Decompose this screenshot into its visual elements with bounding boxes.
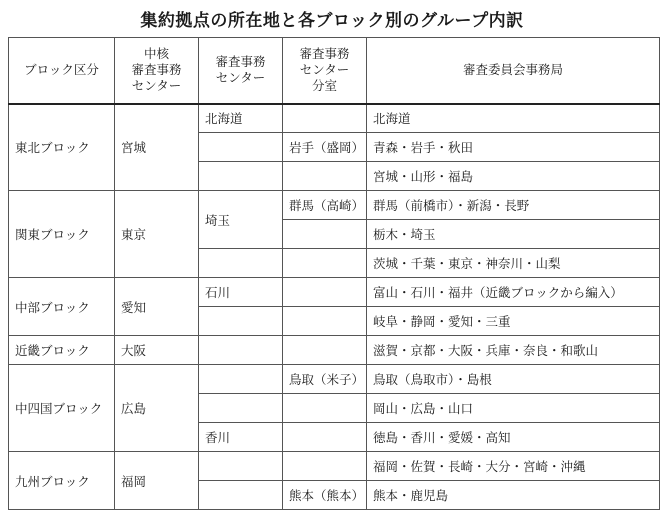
cell-center: 石川: [199, 278, 283, 307]
cell-core-center: 広島: [115, 365, 199, 452]
cell-block: 近畿ブロック: [9, 336, 115, 365]
cell-branch: [283, 249, 367, 278]
cell-branch: 岩手（盛岡）: [283, 133, 367, 162]
cell-core-center: 宮城: [115, 104, 199, 191]
cell-committee: 栃木・埼玉: [367, 220, 660, 249]
cell-committee: 宮城・山形・福島: [367, 162, 660, 191]
table-row: [9, 278, 660, 307]
cell-core-center: 福岡: [115, 452, 199, 510]
cell-committee: 鳥取（鳥取市）・島根: [367, 365, 660, 394]
cell-branch: [283, 104, 367, 133]
cell-branch: 群馬（高崎）: [283, 191, 367, 220]
cell-branch: [283, 423, 367, 452]
table-row: [9, 104, 660, 133]
header-core-center: [115, 38, 199, 104]
table-row: [9, 191, 660, 220]
header-center-line: 審査事務: [215, 54, 266, 70]
cell-branch: [283, 162, 367, 191]
cell-block: 九州ブロック: [9, 452, 115, 510]
header-branch-line: センター: [299, 62, 350, 78]
cell-center: [199, 307, 283, 336]
table-header-row: [9, 38, 660, 104]
cell-center: 北海道: [199, 104, 283, 133]
header-block: ブロック区分: [9, 38, 115, 104]
cell-center: 埼玉: [199, 191, 283, 249]
cell-block: 中四国ブロック: [9, 365, 115, 452]
cell-committee: 岡山・広島・山口: [367, 394, 660, 423]
cell-committee: 富山・石川・福井（近畿ブロックから編入）: [367, 278, 660, 307]
page-title: 集約拠点の所在地と各ブロック別のグループ内訳: [140, 11, 524, 31]
cell-branch: 熊本（熊本）: [283, 481, 367, 510]
cell-center: [199, 481, 283, 510]
header-core-center-line: 審査事務: [131, 62, 182, 78]
header-center: [199, 38, 283, 104]
cell-committee: 北海道: [367, 104, 660, 133]
cell-center: 香川: [199, 423, 283, 452]
cell-branch: [283, 336, 367, 365]
cell-branch: 鳥取（米子）: [283, 365, 367, 394]
table-row: [9, 365, 660, 394]
header-branch-line: 分室: [311, 78, 337, 94]
cell-committee: 岐阜・静岡・愛知・三重: [367, 307, 660, 336]
cell-block: 東北ブロック: [9, 104, 115, 191]
cell-center: [199, 394, 283, 423]
header-branch-line: 審査事務: [299, 46, 350, 62]
cell-core-center: 大阪: [115, 336, 199, 365]
cell-branch: [283, 278, 367, 307]
cell-committee: 青森・岩手・秋田: [367, 133, 660, 162]
header-core-center-line: センター: [131, 78, 182, 94]
cell-block: 関東ブロック: [9, 191, 115, 278]
block-group-table: [8, 37, 660, 510]
cell-branch: [283, 220, 367, 249]
cell-branch: [283, 394, 367, 423]
table-row: [9, 336, 660, 365]
cell-center: [199, 162, 283, 191]
cell-center: [199, 133, 283, 162]
header-center-line: センター: [215, 70, 266, 86]
cell-committee: 福岡・佐賀・長崎・大分・宮崎・沖縄: [367, 452, 660, 481]
cell-center: [199, 365, 283, 394]
header-core-center-line: 中核: [143, 46, 169, 62]
cell-core-center: 東京: [115, 191, 199, 278]
header-committee: 審査委員会事務局: [367, 38, 660, 104]
cell-center: [199, 452, 283, 481]
header-branch: [283, 38, 367, 104]
cell-committee: 徳島・香川・愛媛・高知: [367, 423, 660, 452]
cell-core-center: 愛知: [115, 278, 199, 336]
cell-committee: 熊本・鹿児島: [367, 481, 660, 510]
cell-committee: 群馬（前橋市）・新潟・長野: [367, 191, 660, 220]
cell-branch: [283, 452, 367, 481]
cell-center: [199, 336, 283, 365]
cell-committee: 茨城・千葉・東京・神奈川・山梨: [367, 249, 660, 278]
cell-block: 中部ブロック: [9, 278, 115, 336]
cell-branch: [283, 307, 367, 336]
table-row: [9, 452, 660, 481]
cell-center: [199, 249, 283, 278]
cell-committee: 滋賀・京都・大阪・兵庫・奈良・和歌山: [367, 336, 660, 365]
